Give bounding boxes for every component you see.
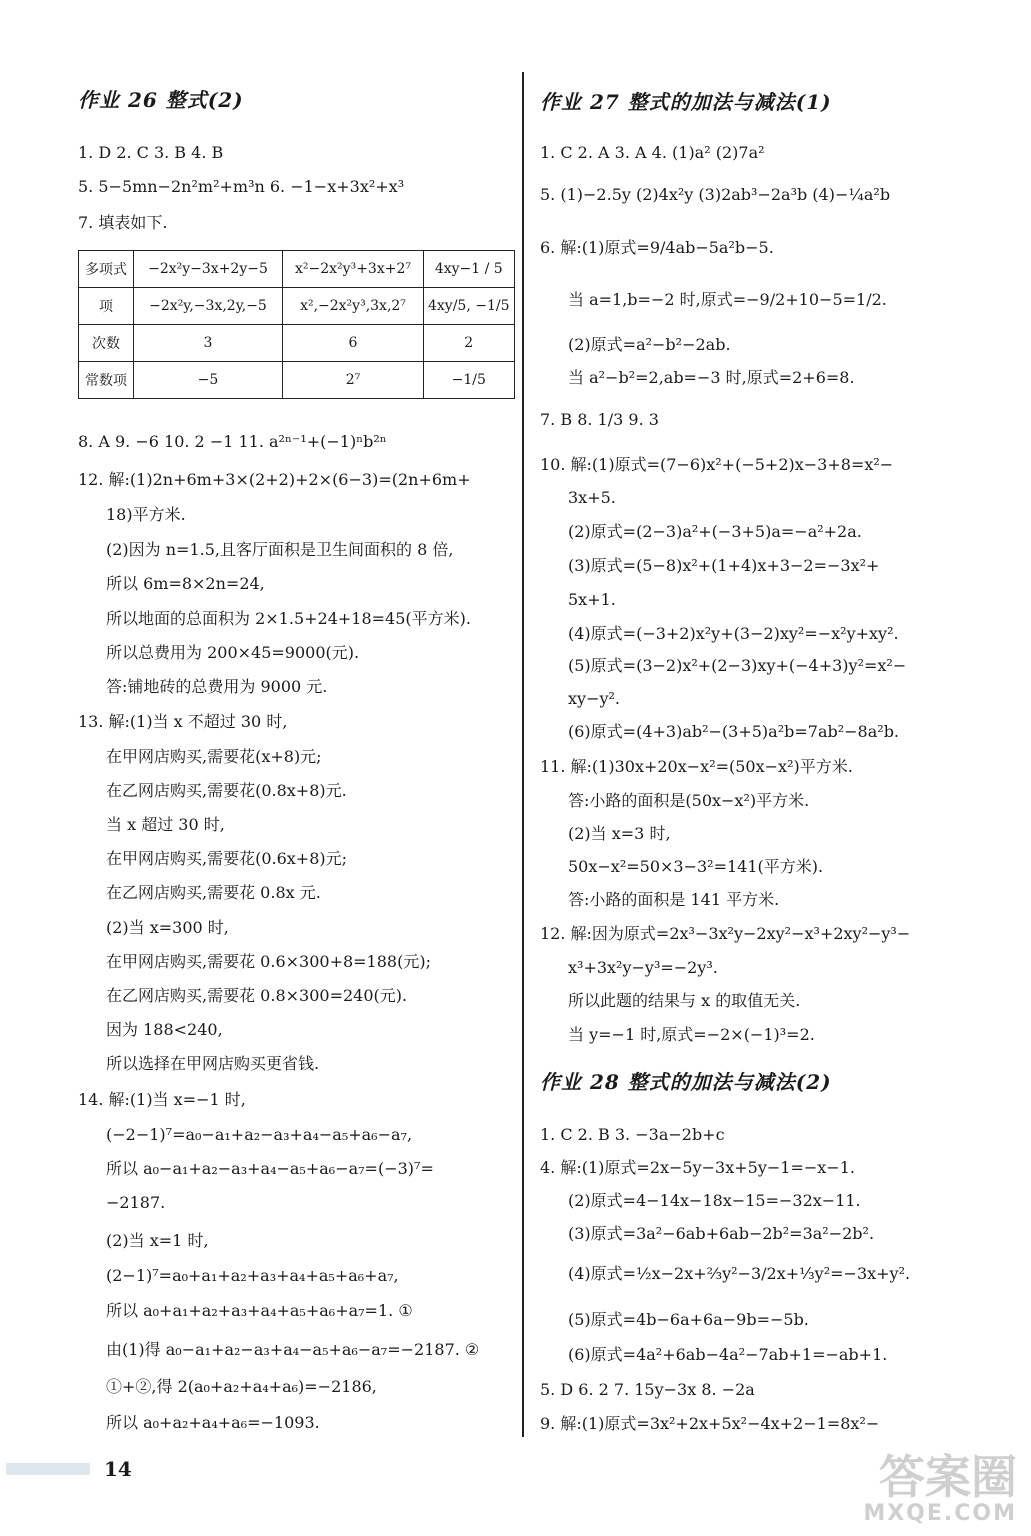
answer-line: (5)原式=(3−2)x²+(2−3)xy+(−4+3)y²=x²−	[568, 656, 907, 675]
answer-line: 6. 解:(1)原式=9/4ab−5a²b−5.	[540, 238, 774, 257]
answer-line: 当 y=−1 时,原式=−2×(−1)³=2.	[568, 1025, 815, 1044]
answer-line: ①+②,得 2(a₀+a₂+a₄+a₆)=−2186,	[106, 1377, 377, 1396]
watermark-url: MXQE.COM	[863, 1501, 1017, 1526]
table-cell: 2⁷	[283, 362, 424, 399]
answer-line: 答:铺地砖的总费用为 9000 元.	[106, 677, 328, 696]
answer-line: 5. (1)−2.5y (2)4x²y (3)2ab³−2a³b (4)−¼a²b	[540, 185, 891, 204]
answer-line: 5. D 6. 2 7. 15y−3x 8. −2a	[540, 1380, 755, 1399]
answer-line: x³+3x²y−y³=−2y³.	[568, 958, 718, 977]
answer-line: 所以总费用为 200×45=9000(元).	[106, 643, 360, 662]
table-row	[79, 362, 515, 399]
answer-line: (3)原式=3a²−6ab+6ab−2b²=3a²−2b².	[568, 1224, 875, 1243]
answer-line: 在甲网店购买,需要花(x+8)元;	[106, 747, 322, 766]
answer-line: 当 a²−b²=2,ab=−3 时,原式=2+6=8.	[568, 368, 855, 387]
table-row	[79, 325, 515, 362]
answer-line: (6)原式=(4+3)ab²−(3+5)a²b=7ab²−8a²b.	[568, 722, 900, 741]
table-cell: −2x²y−3x+2y−5	[134, 251, 283, 288]
answer-line: xy−y².	[568, 689, 621, 708]
answer-line: 在乙网店购买,需要花 0.8×300=240(元).	[106, 986, 408, 1005]
answer-line: 11. 解:(1)30x+20x−x²=(50x−x²)平方米.	[540, 757, 853, 776]
table-cell: 3	[134, 325, 283, 362]
table-cell: −2x²y,−3x,2y,−5	[134, 288, 283, 325]
answer-line: 50x−x²=50×3−3²=141(平方米).	[568, 857, 824, 876]
answer-line: −2187.	[106, 1193, 166, 1212]
answer-line: 所以 a₀+a₁+a₂+a₃+a₄+a₅+a₆+a₇=1. ①	[106, 1301, 413, 1320]
answer-line: 当 x 超过 30 时,	[106, 815, 225, 834]
answer-line: 8. A 9. −6 10. 2 −1 11. a²ⁿ⁻¹+(−1)ⁿb²ⁿ	[78, 432, 387, 451]
answer-line: (4)原式=½x−2x+⅔y²−3/2x+⅓y²=−3x+y².	[568, 1264, 911, 1283]
answer-line: 14. 解:(1)当 x=−1 时,	[78, 1090, 246, 1109]
answer-line: (2)当 x=3 时,	[568, 824, 671, 843]
answer-line: (3)原式=(5−8)x²+(1+4)x+3−2=−3x²+	[568, 556, 880, 575]
answer-line: 1. D 2. C 3. B 4. B	[78, 143, 224, 162]
answer-line: 18)平方米.	[106, 505, 186, 524]
answer-line: (2)因为 n=1.5,且客厅面积是卫生间面积的 8 倍,	[106, 540, 454, 559]
column-divider	[522, 72, 524, 1437]
answer-line: 所以选择在甲网店购买更省钱.	[106, 1054, 320, 1073]
footer-stripe	[6, 1463, 90, 1475]
answer-line: 4. 解:(1)原式=2x−5y−3x+5y−1=−x−1.	[540, 1158, 855, 1177]
answer-line: 答:小路的面积是(50x−x²)平方米.	[568, 791, 810, 810]
answer-line: 所以 a₀+a₂+a₄+a₆=−1093.	[106, 1413, 320, 1432]
table-cell: 项	[79, 288, 134, 325]
section-title-27: 作业 27 整式的加法与减法(1)	[540, 90, 832, 114]
answer-line: (2)当 x=1 时,	[106, 1231, 209, 1250]
answer-line: 所以 6m=8×2n=24,	[106, 574, 265, 593]
table-cell: 4xy−1 / 5	[424, 251, 515, 288]
table-cell: 次数	[79, 325, 134, 362]
answer-line: 所以 a₀−a₁+a₂−a₃+a₄−a₅+a₆−a₇=(−3)⁷=	[106, 1159, 434, 1178]
answer-line: 答:小路的面积是 141 平方米.	[568, 890, 780, 909]
table-row	[79, 288, 515, 325]
answer-line: 在甲网店购买,需要花(0.6x+8)元;	[106, 849, 348, 868]
answer-line: 当 a=1,b=−2 时,原式=−9/2+10−5=1/2.	[568, 290, 887, 309]
answer-line: (2)原式=a²−b²−2ab.	[568, 335, 731, 354]
answer-line: 在乙网店购买,需要花(0.8x+8)元.	[106, 781, 347, 800]
answer-line: (6)原式=4a²+6ab−4a²−7ab+1=−ab+1.	[568, 1345, 888, 1364]
watermark-logo	[863, 1450, 1017, 1526]
answer-line: 7. 填表如下.	[78, 213, 168, 232]
answer-line: 因为 188<240,	[106, 1020, 223, 1039]
answer-line: (5)原式=4b−6a+6a−9b=−5b.	[568, 1310, 809, 1329]
answer-line: 13. 解:(1)当 x 不超过 30 时,	[78, 712, 288, 731]
polynomial-table	[78, 250, 515, 399]
answer-line: 1. C 2. B 3. −3a−2b+c	[540, 1125, 725, 1144]
watermark-title: 答案圈	[879, 1450, 1017, 1504]
table-row	[79, 251, 515, 288]
page-number: 14	[104, 1457, 132, 1481]
table-cell: x²−2x²y³+3x+2⁷	[283, 251, 424, 288]
section-title-26: 作业 26 整式(2)	[78, 88, 244, 112]
answer-line: 1. C 2. A 3. A 4. (1)a² (2)7a²	[540, 143, 765, 162]
table-cell: −1/5	[424, 362, 515, 399]
table-cell: 常数项	[79, 362, 134, 399]
answer-line: 12. 解:(1)2n+6m+3×(2+2)+2×(6−3)=(2n+6m+	[78, 470, 471, 489]
answer-line: 12. 解:因为原式=2x³−3x²y−2xy²−x³+2xy²−y³−	[540, 924, 911, 943]
answer-line: 10. 解:(1)原式=(7−6)x²+(−5+2)x−3+8=x²−	[540, 455, 894, 474]
answer-line: (2)当 x=300 时,	[106, 918, 229, 937]
answer-line: 所以此题的结果与 x 的取值无关.	[568, 991, 801, 1010]
table-cell: 多项式	[79, 251, 134, 288]
table-cell: 6	[283, 325, 424, 362]
table-cell: 4xy/5, −1/5	[424, 288, 515, 325]
table-cell: 2	[424, 325, 515, 362]
answer-line: 在乙网店购买,需要花 0.8x 元.	[106, 883, 321, 902]
answer-line: (2−1)⁷=a₀+a₁+a₂+a₃+a₄+a₅+a₆+a₇,	[106, 1266, 399, 1285]
answer-line: 9. 解:(1)原式=3x²+2x+5x²−4x+2−1=8x²−	[540, 1414, 880, 1433]
table-cell: −5	[134, 362, 283, 399]
answer-line: 由(1)得 a₀−a₁+a₂−a₃+a₄−a₅+a₆−a₇=−2187. ②	[106, 1340, 480, 1359]
answer-line: 5. 5−5mn−2n²m²+m³n 6. −1−x+3x²+x³	[78, 177, 405, 196]
answer-line: (4)原式=(−3+2)x²y+(3−2)xy²=−x²y+xy².	[568, 624, 899, 643]
answer-line: 5x+1.	[568, 590, 616, 609]
table-cell: x²,−2x²y³,3x,2⁷	[283, 288, 424, 325]
answer-line: 在甲网店购买,需要花 0.6×300+8=188(元);	[106, 952, 431, 971]
answer-line: 3x+5.	[568, 488, 616, 507]
answer-line: 7. B 8. 1/3 9. 3	[540, 410, 659, 429]
answer-line: 所以地面的总面积为 2×1.5+24+18=45(平方米).	[106, 609, 471, 628]
answer-line: (−2−1)⁷=a₀−a₁+a₂−a₃+a₄−a₅+a₆−a₇,	[106, 1125, 413, 1144]
answer-line: (2)原式=(2−3)a²+(−3+5)a=−a²+2a.	[568, 522, 862, 541]
section-title-28: 作业 28 整式的加法与减法(2)	[540, 1070, 832, 1094]
answer-line: (2)原式=4−14x−18x−15=−32x−11.	[568, 1191, 861, 1210]
